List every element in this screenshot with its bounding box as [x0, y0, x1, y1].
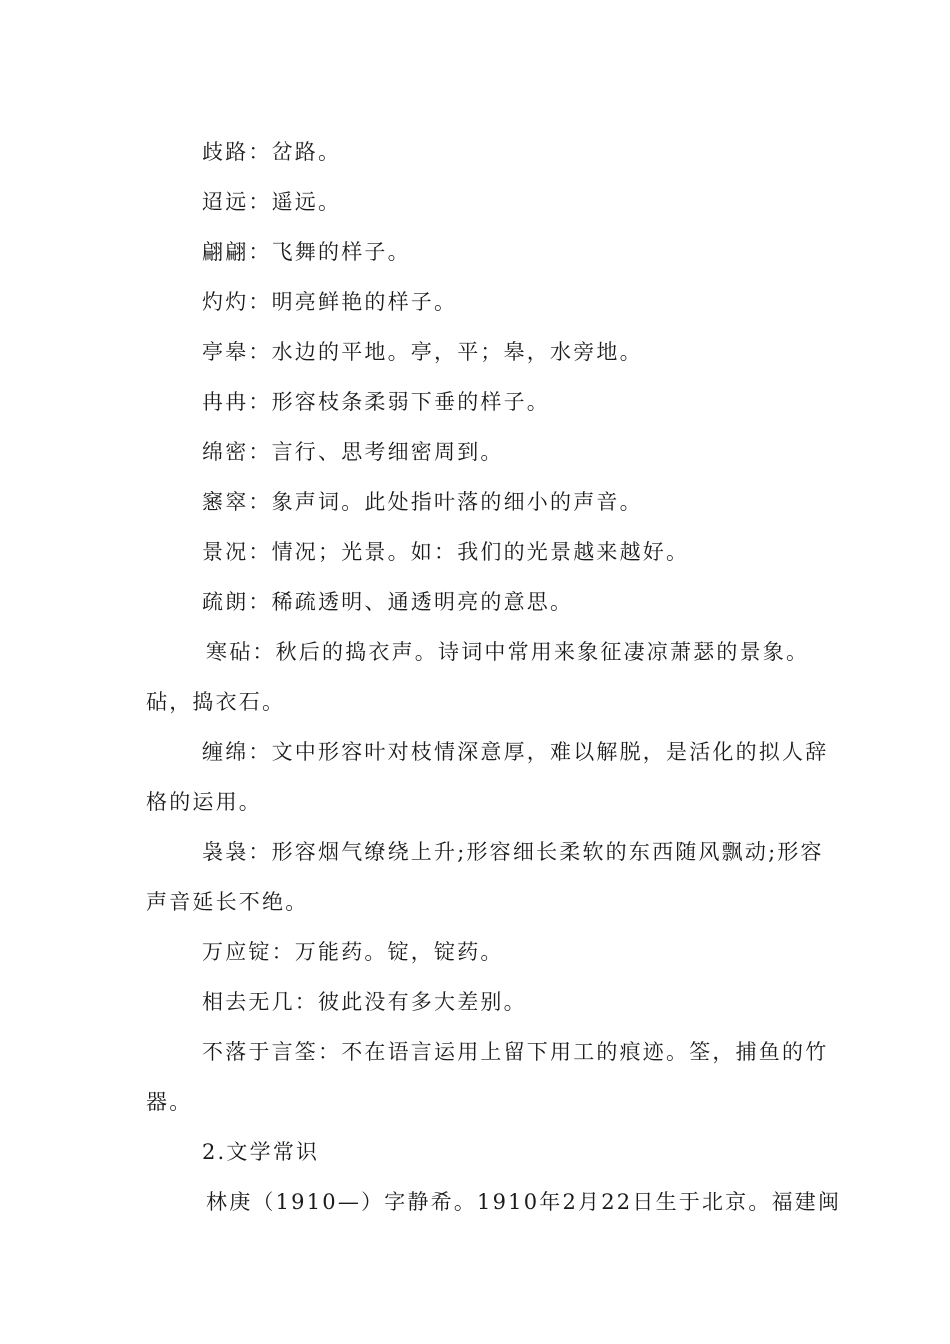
entry-tinggao: 亭皋：水边的平地。亭，平；皋，水旁地。: [202, 340, 643, 364]
entry-hanzhen: 寒砧：秋后的捣衣声。诗词中常用来象征凄凉萧瑟的景象。: [206, 640, 810, 664]
entry-ranran: 冉冉：形容枝条柔弱下垂的样子。: [202, 390, 550, 414]
entry-tiaoyuan: 迢远：遥远。: [202, 190, 342, 214]
entry-hanzhen-cont: 砧，捣衣石。: [146, 690, 286, 714]
entry-xiangquwuji: 相去无几：彼此没有多大差别。: [202, 990, 527, 1014]
author-bio: 林庚（1910—）字静希。1910年2月22日生于北京。福建闽: [206, 1190, 842, 1214]
entry-chanmian-cont: 格的运用。: [146, 790, 262, 814]
entry-wanyingding: 万应锭：万能药。锭，锭药。: [202, 940, 504, 964]
entry-chanmian: 缠绵：文中形容叶对枝情深意厚，难以解脱，是活化的拟人辞: [202, 740, 829, 764]
entry-zhuozhuo: 灼灼：明亮鲜艳的样子。: [202, 290, 458, 314]
section-heading: 2.文学常识: [202, 1140, 320, 1164]
entry-niaoniao-cont: 声音延长不绝。: [146, 890, 309, 914]
entry-xisu: 窸窣：象声词。此处指叶落的细小的声音。: [202, 490, 643, 514]
entry-qilu: 歧路：岔路。: [202, 140, 342, 164]
entry-mianmi: 绵密：言行、思考细密周到。: [202, 440, 504, 464]
entry-buluoyuyanquan-cont: 器。: [146, 1090, 193, 1114]
entry-niaoniao: 袅袅：形容烟气缭绕上升;形容细长柔软的东西随风飘动;形容: [202, 840, 824, 864]
entry-pianpian: 翩翩：飞舞的样子。: [202, 240, 411, 264]
entry-jingkuang: 景况：情况；光景。如：我们的光景越来越好。: [202, 540, 690, 564]
entry-buluoyuyanquan: 不落于言筌：不在语言运用上留下用工的痕迹。筌，捕鱼的竹: [202, 1040, 829, 1064]
entry-shulang: 疏朗：稀疏透明、通透明亮的意思。: [202, 590, 574, 614]
